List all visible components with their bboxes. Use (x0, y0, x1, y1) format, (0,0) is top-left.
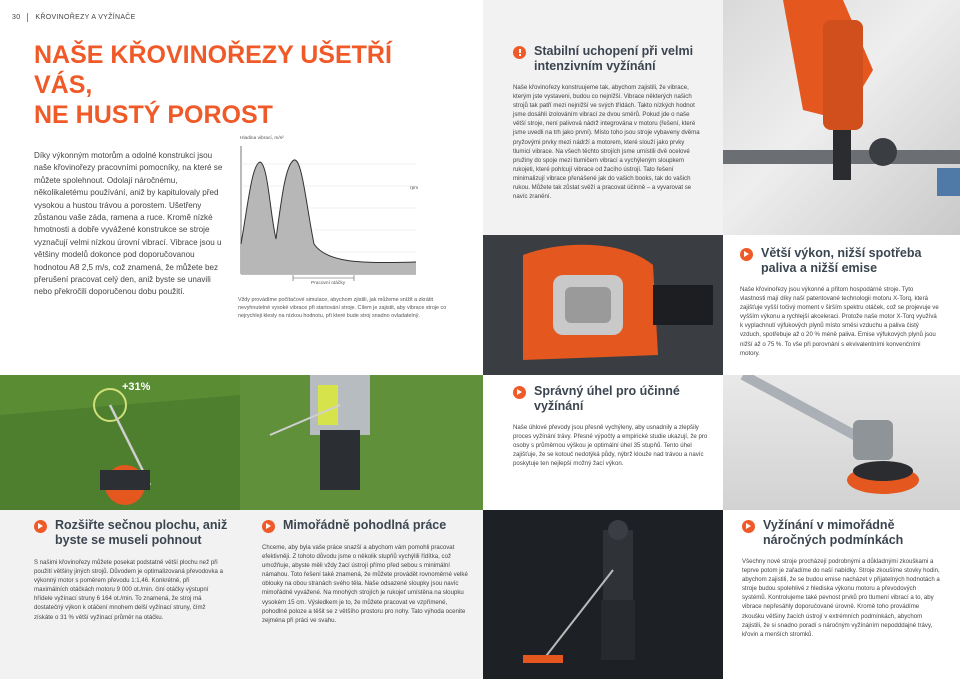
comfortable-heading (262, 518, 472, 533)
page-title (34, 40, 434, 130)
comfortable-text: Chceme, aby byla vaše práce snazší a abychom vám pomohli pracovat efektivněji. Z tohoto důvodu jsme o několik stupňů vychýlili řídítka, což umožňuje, abyste měli vždy žací ústrojí přímo před sebou s minimální námahou. Toto řešení také znamená, že můžete provádět rovnoměrné velké oblouky na obou stranách svého těla. Naše odsazené sloupky jsou navíc mimořádně vyvážené. Na mnohých strojích je rukojeť umístěna na sloupku vysokém 15 cm. Výsledkem je to, že můžete pracovat ve vzpřímené, pohodlné poloze a těšit se z většího prostoru pro nohy. Tato výhoda ocenite zejména při práci ve svahu. (262, 544, 468, 624)
page-number: 30 (12, 14, 21, 21)
plus31-badge: +31% (122, 381, 151, 393)
graph-ylabel: Hladina vibrací, m/s² (240, 136, 284, 141)
title-line-2: NE HUSTÝ POROST (34, 101, 273, 129)
handle-photo (723, 0, 960, 235)
engine-illustration (483, 235, 723, 375)
gear-head-photo (723, 375, 960, 510)
more-power-text: Naše křovinořezy jsou výkonné a přitom hospodárné stroje. Tyto vlastnosti mají díky naší patentované technologii motoru X-Torq, která zajišťuje vyšší točivý moment v širším spektru otáček, což se projevuje ve vyšším výkonu a rychlejší akceleraci. Protože naše motor X-Torq využívá k vyplachnutí výfukových plynů místo směsi vzduchu a paliva čistý vzduch, spotřebuje až o 20 % méně paliva. Emise výfukových plynů jsou nižší až o 75 %. To vše při porovnání s ekvivalentními konvenčními motory. (740, 286, 939, 357)
wider-cut-title: Rozšiřte sečnou plochu, aniž byste se museli pohnout (55, 518, 228, 547)
stable-grip-text: Naše křovinořezy konstruujeme tak, abychom zajistili, že vibrace, kterým jste vystaveni, budou co nejnižší. Vibrace některých našich strojů tak patří mezi nejnižší ve svých třídách. Takto nízkých hodnot jsme dosáhli izolováním vibrací ze dvou směrů. Pokud jde o naše větší stroje, není palivová nádrž integrována v motoru (řešení, které jsme uvedli na trh jako první). Místo toho jsou stroje vybaveny dvěma pryžovými prvky mezi nádrží a motorem, které slouží jako prvky tlumicí vibrace. Na všech těchto strojích jsme umístili dvě ocelové pružiny do spoje mezi tlumičem vibrací a vychýleným sloupkem rukojeti, které pohlcují vibrace od žacího ústrojí. Tato řešení minimalizují vibrace přenášené jak do vašich books, tak do vašich rukou. Můžete tak zůstat svěží a pracovat účinně – a vyvarovat se navíc zranění. (513, 84, 700, 201)
more-power-title: Větší výkon, nižší spotřeba paliva a nižší emise (761, 246, 922, 275)
right-angle-text: Naše úhlové převody jsou přesně vychýleny, aby usnadnily a zlepšily proces vyžínání trávy. Přesné výpočty a empirické studie ukazují, že pro osoby s průměrnou výškou je optimální úhel 35 stupňů. Tento úhel zajišťuje, že se kotouč nedotýká půdy, nýbrž klouže nad trávou a navíc poskytuje ten nejlepší možný žací výkon. (513, 424, 708, 468)
page-header (12, 13, 136, 22)
worker-grass-photo (240, 375, 483, 510)
demanding-text: Všechny nové stroje procházejí podrobnými a důkladnými zkouškami a teprve potom je zařadíme do naší nabídky. Stroje zkoušíme stovky hodin, abychom zajistili, že se budou emise nacházet v přijatelných hodnotách a stroje budou spolehlivé z hlediska výkonu motoru a převodových systémů. Kontrolujeme také pevnost prvků pro tlumení vibrací a to, aby vibrace nepřesáhly doporučované úrovně. Kromě toho provádíme zkoušku většiny žacích ústrojí v extrémních podmínkách, abychom zajistili, že si snadno poradí s náročným vyžínáním nepodddajné trávy, křovin a menších stromků. (742, 558, 940, 638)
right-angle-title: Správný úhel pro účinné vyžínání (534, 384, 680, 413)
right-angle-heading (513, 384, 713, 414)
title-line-1: NAŠE KŘOVINOŘEZY UŠETŘÍ VÁS, (34, 41, 392, 99)
warning-icon (513, 46, 526, 59)
wider-cut-heading (34, 518, 234, 548)
arrow-icon (740, 248, 753, 261)
gear-head-illustration (723, 375, 960, 510)
graph-annotation: Pracovní otáčky (311, 281, 346, 286)
arrow-icon (34, 520, 47, 533)
studio-worker-illustration (483, 510, 723, 679)
arrow-icon (262, 520, 275, 533)
engine-photo (483, 235, 723, 375)
section-name: KŘOVINOŘEZY A VYŽÍNAČE (35, 14, 136, 21)
worker-grass-illustration (240, 375, 483, 510)
header-divider (27, 13, 28, 22)
arrow-icon (742, 520, 755, 533)
graph-caption: Vždy provádíme počítačové simulace, abychom zjistili, jak můžeme snížit a zkrátit nevyhnutelné vysoké vibrace při startování stroje. Cílem je zajistit, aby vibrace stroje co nejrychleji klesly na nízkou hodnotu, při které bude stroj snadno ovladatelný. (238, 297, 447, 320)
trimmer-top-illustration (0, 375, 240, 510)
more-power-heading (740, 246, 940, 276)
studio-worker-photo (483, 510, 723, 679)
trimmer-top-photo (0, 375, 240, 510)
stable-grip-title: Stabilní uchopení při velmi intenzivním vyžínání (534, 44, 694, 73)
wider-cut-text: S našimi křovinořezy můžete posekat podstatně větší plochu než při použití většiny jiných strojů. Důvodem je optimalizovaná převodovka a výkonný motor s poměrem převodu 1:1,46. Konkrétně, při maximálních otáčkách motoru 9 000 ot./min. činí otáčky výstupní hřídele vyžínací struny 6 164 ot./min. To znamená, že stroj má dostatečný výkon k otáčení mnohem delší vyžínací struny, čímž získáte o 31 % větší vyžínací průměr na otáčku. (34, 559, 224, 621)
handle-illustration (723, 0, 960, 235)
graph-xlabel: rpm (410, 186, 419, 191)
arrow-icon (513, 386, 526, 399)
graph-svg (238, 144, 418, 294)
demanding-title: Vyžínání v mimořádně náročných podmínkách (763, 518, 904, 547)
intro-text: Díky výkonným motorům a odolné konstrukci jsou naše křovinořezy pracovními pomocníky, na které se můžete spolehnout. Odolají náročnému, několikaletému používání, aniž by kapitulovaly před vysokou a hustou trávou a porostem. Ušetřeny zůstanou vaše záda, ramena a ruce. Kromě nízké hmotnosti a dobře vyvážené konstrukce se stroje vyznačují velmi nízkou úrovní vibrací. Vibrace jsou u většiny modelů dokonce pod doporučovanou hodnotou A8 2,5 m/s, což znamená, že můžete bez přerušení pracovat celý den, aniž byste se unavili nebo překročili doporučenou dobu použití. (34, 151, 223, 297)
demanding-heading (742, 518, 942, 548)
comfortable-title: Mimořádně pohodlná práce (283, 518, 447, 532)
stable-grip-heading (513, 44, 708, 74)
